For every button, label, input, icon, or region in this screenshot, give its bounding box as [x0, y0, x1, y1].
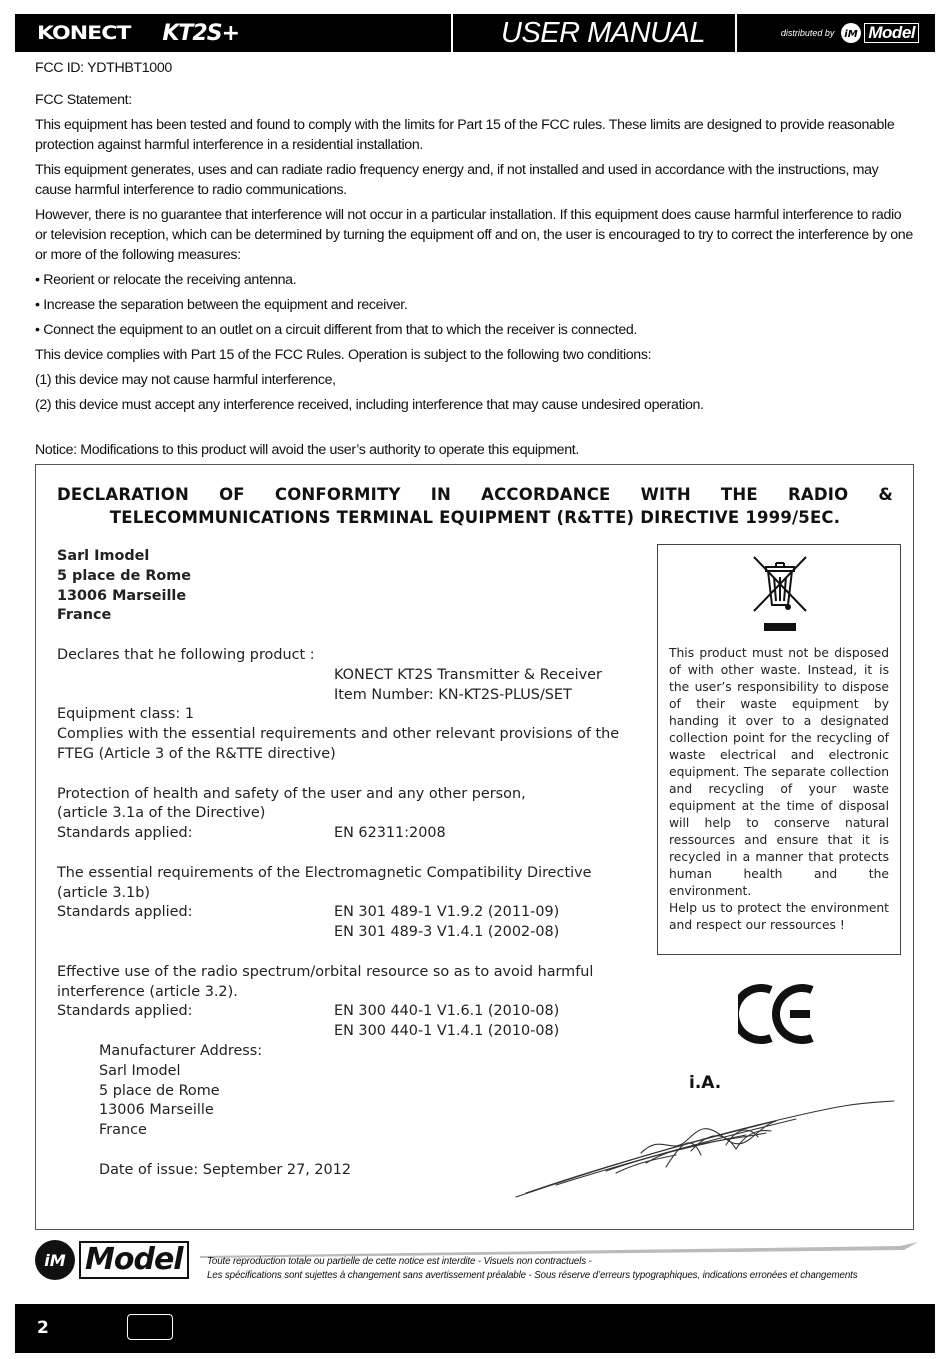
declaration-body: [57, 547, 647, 1181]
company-line: France: [57, 607, 112, 624]
footer-note-line: Les spécifications sont sujettes à changement sans avertissement préalable - Sous réserve d’erreurs typographiques, indications erronées et changements: [207, 1270, 858, 1281]
weee-notice-box: [657, 544, 901, 955]
manufacturer-line: 13006 Marseille: [99, 1102, 214, 1119]
fcc-condition: (2) this device must accept any interference received, including interference that may cause undesired operation.: [35, 397, 704, 413]
item-number: Item Number: KN-KT2S-PLUS/SET: [334, 686, 572, 703]
footer-imodel-logo: [35, 1240, 189, 1280]
product-name: KONECT KT2S Transmitter & Receiver: [334, 666, 602, 683]
standards-label: Standards applied:: [57, 1003, 193, 1020]
fcc-paragraph: However, there is no guarantee that interference will not occur in a particular installation. If this equipment does cause harmful interference to radio or television reception, which can be determined by turning the equipment off and on, the user is encouraged to try to correct the interference by one or more of the following measures:: [35, 207, 913, 263]
date-of-issue: Date of issue: September 27, 2012: [99, 1161, 352, 1178]
fcc-measure: • Increase the separation between the equipment and receiver.: [35, 297, 408, 313]
fcc-measure: • Reorient or relocate the receiving antenna.: [35, 272, 297, 288]
ce-mark-icon: [738, 982, 816, 1046]
weee-notice-appeal: Help us to protect the environment and respect our ressources !: [669, 901, 889, 932]
footer-legal-notes: [207, 1255, 927, 1283]
standards-label: Standards applied:: [57, 904, 193, 921]
health-standards-row: [57, 824, 647, 844]
footer-note-line: Toute reproduction totale ou partielle de cette notice est interdite - Visuels non contractuels -: [207, 1256, 592, 1267]
health-text: Protection of health and safety of the user and any other person,: [57, 785, 526, 802]
radio-text: interference (article 3.2).: [57, 983, 238, 1000]
manual-title-area: [453, 14, 735, 52]
fcc-statement-title: FCC Statement:: [35, 92, 132, 108]
page-number: 2: [37, 1318, 49, 1338]
manufacturer-line: Sarl Imodel: [99, 1062, 181, 1079]
radio-standards-row: [57, 1002, 647, 1022]
fcc-paragraph: This equipment has been tested and found to comply with the limits for Part 15 of the FCC rules. These limits are designed to provide reasonable protection against harmful interference in a residential installation.: [35, 117, 895, 153]
imodel-logo-text: Model: [79, 1241, 189, 1279]
standards-label: Standards applied:: [57, 825, 193, 842]
emc-standards-row: [57, 903, 647, 923]
standard-value: EN 301 489-1 V1.9.2 (2011-09): [334, 904, 560, 921]
page-footer-bar: [15, 1304, 935, 1353]
manual-title: USER MANUAL: [501, 16, 705, 49]
imodel-initials: iM: [844, 29, 859, 40]
konect-logo: KONECT: [37, 22, 131, 44]
imodel-logo-text: Model: [864, 23, 919, 43]
fcc-condition: (1) this device may not cause harmful interference,: [35, 372, 336, 388]
declares-text: Declares that he following product :: [57, 646, 315, 663]
company-line: 13006 Marseille: [57, 587, 187, 604]
crossed-bin-icon: [752, 553, 808, 637]
fcc-id: FCC ID: YDTHBT1000: [35, 60, 172, 76]
distributor-area: [737, 14, 935, 52]
kt2s-plus-logo: KT2S+: [162, 20, 239, 46]
distributed-by-label: distributed by: [780, 28, 835, 38]
standard-value: EN 62311:2008: [334, 825, 446, 842]
emc-text: (article 3.1b): [57, 884, 150, 901]
company-line: Sarl Imodel: [57, 548, 150, 564]
declaration-title: DECLARATION OF CONFORMITY IN ACCORDANCE WITH THE RADIO & TELECOMMUNICATIONS TERMINAL EQUIPMENT (R&TTE) DIRECTIVE 1999/5EC.: [57, 485, 893, 527]
standard-value: EN 300 440-1 V1.4.1 (2010-08): [334, 1023, 560, 1040]
emc-text: The essential requirements of the Electromagnetic Compatibility Directive: [57, 864, 592, 881]
manufacturer-line: France: [99, 1122, 147, 1139]
ia-label: i.A.: [689, 1073, 722, 1093]
imodel-circle-icon: [840, 22, 862, 44]
imodel-circle-icon: iM: [35, 1240, 75, 1280]
complies-text: FTEG (Article 3 of the R&TTE directive): [57, 745, 336, 762]
weee-notice-text: [669, 645, 889, 934]
complies-text: Complies with the essential requirements and other relevant provisions of the: [57, 726, 620, 743]
manufacturer-label: Manufacturer Address:: [99, 1042, 263, 1059]
company-line: 5 place de Rome: [57, 567, 192, 584]
fcc-notice: Notice: Modifications to this product will avoid the user’s authority to operate this equipment.: [35, 442, 579, 458]
page-box-decoration: [127, 1314, 173, 1340]
standard-value: EN 300 440-1 V1.6.1 (2010-08): [334, 1003, 560, 1020]
imodel-logo: [840, 22, 919, 44]
health-text: (article 3.1a of the Directive): [57, 805, 266, 822]
weee-notice-paragraph: This product must not be disposed of with other waste. Instead, it is the user’s responsibility to dispose of their waste equipment by handing it over to a designated collection point for the recycling of waste electrical and electronic equipment. The separate collection and recycling of your waste equipment at the time of disposal will help to conserve natural ressources and ensure that it is recycled in a manner that protects human health and the environment.: [669, 646, 889, 898]
fcc-paragraph: This equipment generates, uses and can radiate radio frequency energy and, if not installed and used in accordance with the instructions, may cause harmful interference to radio communications.: [35, 162, 879, 198]
standard-value: EN 301 489-3 V1.4.1 (2002-08): [334, 924, 560, 941]
radio-text: Effective use of the radio spectrum/orbital resource so as to avoid harmful: [57, 963, 594, 980]
fcc-section: [35, 58, 915, 460]
signature-icon: [496, 1093, 896, 1203]
brand-area: [15, 14, 451, 52]
equipment-class: Equipment class: 1: [57, 706, 194, 723]
page-header: [15, 14, 935, 52]
fcc-measure: • Connect the equipment to an outlet on a circuit different from that to which the receiver is connected.: [35, 322, 638, 338]
fcc-paragraph: This device complies with Part 15 of the FCC Rules. Operation is subject to the following two conditions:: [35, 347, 652, 363]
manufacturer-line: 5 place de Rome: [99, 1082, 220, 1099]
declaration-of-conformity-box: [35, 464, 914, 1230]
